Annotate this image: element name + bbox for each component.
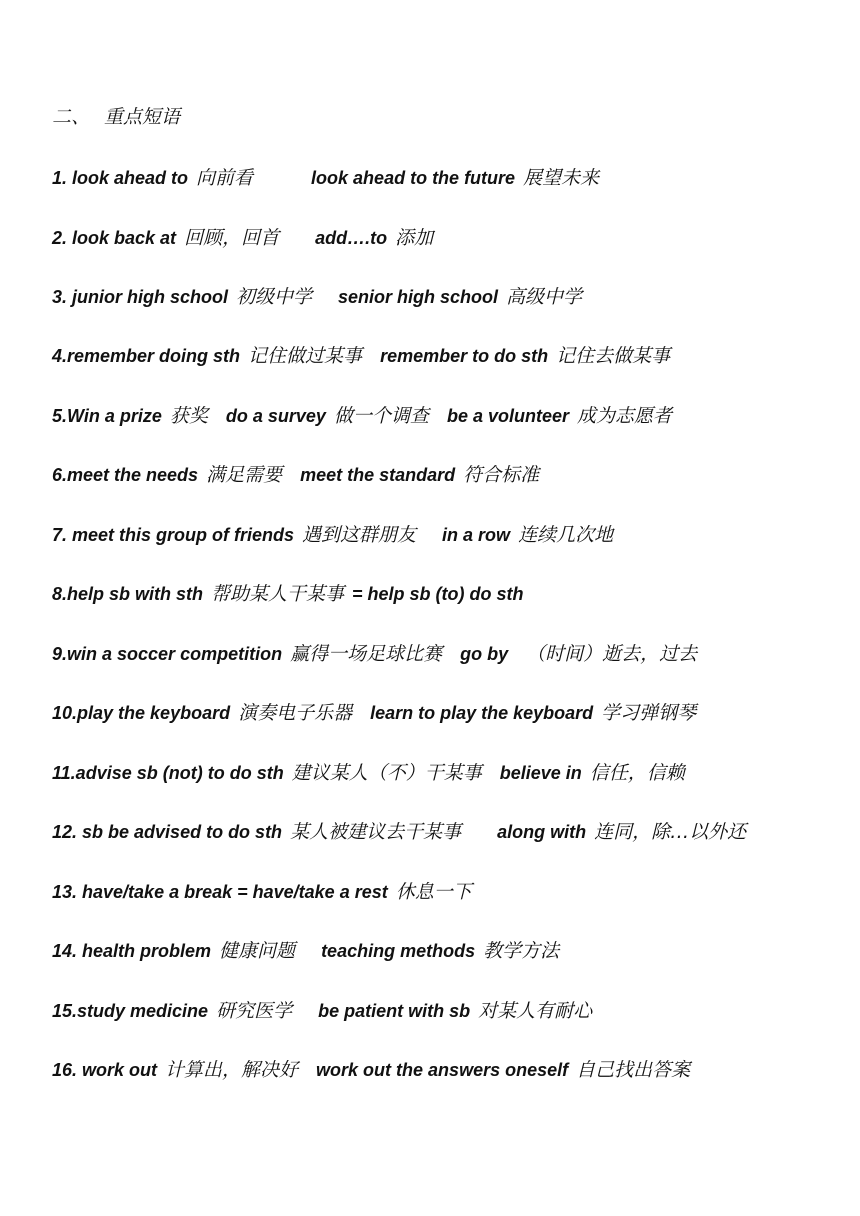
phrase-chinese: 信任，信赖 bbox=[589, 762, 685, 784]
phrase-english: 13. have/take a break = have/take a rest bbox=[52, 882, 388, 902]
phrase-chinese: 对某人有耐心 bbox=[478, 1000, 593, 1022]
phrase-english: senior high school bbox=[338, 287, 499, 307]
phrase-english: = help sb (to) do sth bbox=[352, 584, 524, 604]
phrase-chinese: 成为志愿者 bbox=[577, 405, 673, 427]
section-number: 二、 bbox=[52, 107, 91, 128]
phrase-chinese: 展望未来 bbox=[523, 167, 600, 189]
phrase-line-12 bbox=[52, 819, 746, 845]
phrase-line-10 bbox=[52, 700, 696, 726]
phrase-chinese: 演奏电子乐器 bbox=[238, 702, 353, 724]
phrase-chinese: 记住做过某事 bbox=[248, 345, 363, 367]
phrase-english: 15.study medicine bbox=[52, 1001, 209, 1021]
phrase-chinese: 添加 bbox=[395, 227, 434, 249]
phrase-chinese: 计算出，解决好 bbox=[165, 1059, 299, 1081]
phrase-english: learn to play the keyboard bbox=[370, 703, 594, 723]
section-heading bbox=[52, 104, 180, 132]
phrase-english: meet the standard bbox=[300, 465, 456, 485]
phrase-line-16 bbox=[52, 1057, 690, 1083]
phrase-english: go by bbox=[460, 644, 509, 664]
phrase-chinese: 教学方法 bbox=[483, 940, 560, 962]
phrase-english: 7. meet this group of friends bbox=[52, 525, 295, 545]
phrase-line-5 bbox=[52, 403, 672, 429]
phrase-english: be a volunteer bbox=[446, 406, 569, 426]
phrase-chinese: 健康问题 bbox=[219, 940, 296, 962]
phrase-english: 8.help sb with sth bbox=[52, 584, 204, 604]
phrase-chinese: 建议某人（不）干某事 bbox=[291, 762, 482, 784]
phrase-english: 6.meet the needs bbox=[52, 465, 199, 485]
phrase-english: 10.play the keyboard bbox=[52, 703, 231, 723]
phrase-english: be patient with sb bbox=[318, 1001, 471, 1021]
phrase-english: teaching methods bbox=[321, 941, 476, 961]
phrase-chinese: 帮助某人干某事 bbox=[211, 583, 345, 605]
phrase-chinese: 遇到这群朋友 bbox=[302, 524, 417, 546]
phrase-english: 4.remember doing sth bbox=[52, 346, 241, 366]
phrase-line-15 bbox=[52, 998, 592, 1024]
phrase-english: along with bbox=[497, 822, 587, 842]
phrase-english: 3. junior high school bbox=[52, 287, 229, 307]
phrase-line-11 bbox=[52, 760, 685, 786]
phrase-chinese: 自己找出答案 bbox=[576, 1059, 691, 1081]
phrase-chinese: 满足需要 bbox=[206, 464, 283, 486]
phrase-line-4 bbox=[52, 343, 670, 369]
phrase-line-1 bbox=[52, 165, 599, 191]
phrase-chinese: 连续几次地 bbox=[518, 524, 614, 546]
phrase-line-6 bbox=[52, 462, 539, 488]
phrase-chinese: 研究医学 bbox=[216, 1000, 293, 1022]
phrase-english: 14. health problem bbox=[52, 941, 212, 961]
phrase-english: 9.win a soccer competition bbox=[52, 644, 283, 664]
phrase-chinese: 向前看 bbox=[196, 167, 254, 189]
phrase-english: 12. sb be advised to do sth bbox=[52, 822, 283, 842]
phrase-chinese: 高级中学 bbox=[506, 286, 583, 308]
phrase-chinese: 某人被建议去干某事 bbox=[290, 821, 462, 843]
phrase-english: work out the answers oneself bbox=[316, 1060, 569, 1080]
phrase-chinese: 赢得一场足球比赛 bbox=[290, 643, 443, 665]
phrase-chinese: 符合标准 bbox=[463, 464, 540, 486]
phrase-english: remember to do sth bbox=[380, 346, 549, 366]
phrase-english: in a row bbox=[442, 525, 511, 545]
phrase-line-14 bbox=[52, 938, 559, 964]
phrase-english: 16. work out bbox=[52, 1060, 158, 1080]
phrase-chinese: 做一个调查 bbox=[333, 405, 429, 427]
phrase-line-2 bbox=[52, 225, 433, 251]
phrase-chinese: 回顾，回首 bbox=[184, 227, 280, 249]
phrase-chinese: 获奖 bbox=[169, 405, 208, 427]
phrase-chinese: 连同，除…以外还 bbox=[594, 821, 747, 843]
phrase-chinese: （时间）逝去，过去 bbox=[526, 643, 698, 665]
phrase-english: look ahead to the future bbox=[311, 168, 516, 188]
section-title: 重点短语 bbox=[104, 107, 181, 128]
phrase-english: 1. look ahead to bbox=[52, 168, 189, 188]
phrase-english: 5.Win a prize bbox=[52, 406, 162, 426]
phrase-english: do a survey bbox=[225, 406, 326, 426]
phrase-line-9 bbox=[52, 641, 697, 667]
phrase-english: 11.advise sb (not) to do sth bbox=[52, 763, 284, 783]
phrase-english: add….to bbox=[315, 228, 388, 248]
phrase-line-7 bbox=[52, 522, 613, 548]
phrase-chinese: 初级中学 bbox=[236, 286, 313, 308]
phrase-chinese: 休息一下 bbox=[395, 881, 472, 903]
phrase-chinese: 学习弹钢琴 bbox=[601, 702, 697, 724]
phrase-line-13 bbox=[52, 879, 472, 905]
phrase-chinese: 记住去做某事 bbox=[556, 345, 671, 367]
phrase-english: 2. look back at bbox=[52, 228, 177, 248]
phrase-line-8 bbox=[52, 581, 524, 607]
phrase-english: believe in bbox=[499, 763, 582, 783]
phrase-line-3 bbox=[52, 284, 582, 310]
